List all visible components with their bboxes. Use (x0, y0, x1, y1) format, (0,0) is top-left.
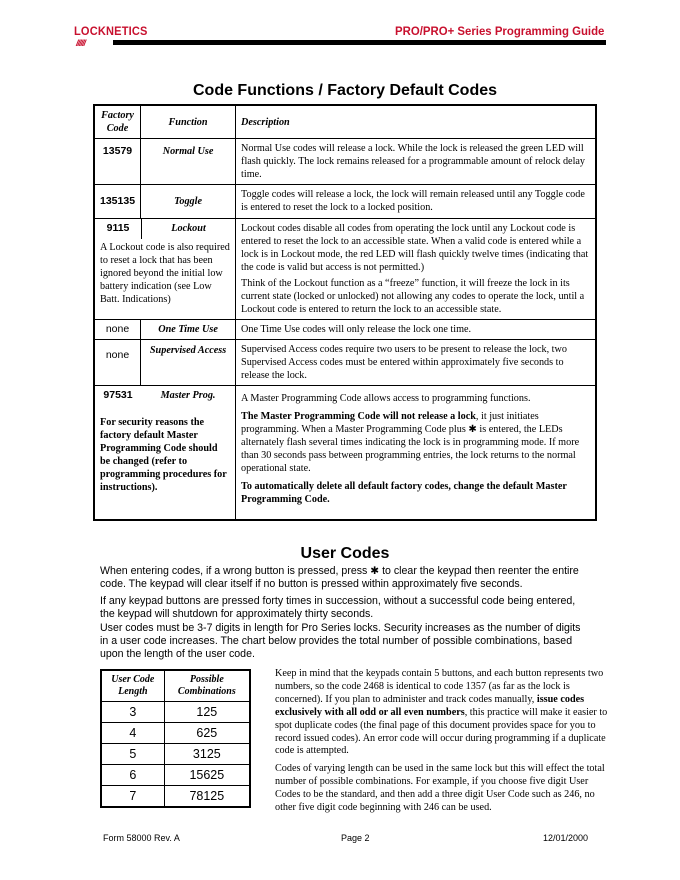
function-cell: Master Prog. (160, 390, 216, 401)
function-cell: Toggle (141, 185, 236, 219)
header-factory-code: Factory Code (94, 105, 141, 139)
table-row (101, 702, 250, 723)
function-cell: Normal Use (141, 139, 236, 185)
function-cell: Supervised Access (141, 340, 236, 386)
code-functions-title: Code Functions / Factory Default Codes (192, 82, 498, 99)
footer-date: 12/01/2000 (543, 833, 589, 843)
side-text (275, 668, 610, 820)
description-rest: , it just initiates programming. When a Master Programming Code plus ✱ is entered, the LEDs alternately flash several times indicating the lock is in programming mode. If more than 30 seconds pass between programming entries, the lock returns to the normal operational state. (241, 411, 580, 474)
description-cell (236, 185, 596, 219)
description-text: Think of the Lockout function as a “freeze” function, it will freeze the lock in its current state (locked or unlocked) not allowing any codes to operate the lock, until a Lockout code is entered to return the lock to an accessible state. (241, 278, 585, 315)
header-description: Description (236, 105, 596, 139)
footer-form: Form 58000 Rev. A (103, 833, 180, 843)
logo-slashes: ////// (76, 38, 86, 48)
code-cell: 97531 (103, 389, 133, 401)
combos-cell: 3125 (164, 744, 250, 765)
length-cell: 4 (101, 723, 164, 744)
description-cell (236, 219, 596, 320)
lockout-note: A Lockout code is also required to reset a lock that has been ignored beyond the initial low battery indication (see Low Batt. Indications) (100, 242, 230, 305)
user-codes-title: User Codes (300, 545, 390, 562)
side-paragraph: Codes of varying length can be used in the same lock but this will effect the total number of possible combinations. For example, if you choose five digit User Codes to be the standard, and then add a three digit User Code such as 246, no other five digit code beginning with 246 can be used. (275, 763, 605, 814)
company-logo: LOCKNETICS (74, 24, 148, 38)
header-user-code-length: User Code Length (101, 670, 164, 702)
description-text (241, 480, 590, 506)
description-cell (236, 320, 596, 340)
combos-cell: 78125 (164, 786, 250, 808)
side-text-part: , this practice will make it easier to spot duplicate codes (the final page of this document provides space for you to record issued codes). An error code will occur during programming if a duplicate code is attempted. (275, 706, 608, 757)
function-cell: One Time Use (141, 320, 236, 340)
paragraph: User codes must be 3-7 digits in length for Pro Series locks. Security increases as the number of digits in a user code increases. The chart below provides the total number of possible combinations, based upon the length of the user code. (100, 622, 581, 660)
description-bold: The Master Programming Code will not release a lock (241, 411, 476, 422)
table-row (94, 320, 596, 340)
paragraph: When entering codes, if a wrong button is pressed, press ✱ to clear the keypad then reenter the entire code. The keypad will clear itself if no button is pressed within approximately five seconds. (100, 565, 579, 590)
table-row (101, 765, 250, 786)
length-cell: 6 (101, 765, 164, 786)
table-row (94, 219, 596, 320)
header-function: Function (141, 105, 236, 139)
master-code-cell (94, 386, 236, 520)
description-text: Lockout codes disable all codes from operating the lock until any Lockout code is entered to reset the lock to an accessible state. When a valid code is entered while a lock is in Lockout mode, the red LED will flash quickly twelve times (indicating that the code is valid but access is not permitted.) (241, 223, 589, 273)
description-cell (236, 139, 596, 185)
table-row (94, 340, 596, 386)
table-header-row (101, 670, 250, 702)
header-possible-combinations: Possible Combinations (164, 670, 250, 702)
description-text: One Time Use codes will only release the lock one time. (241, 324, 472, 335)
combos-cell: 625 (164, 723, 250, 744)
length-cell: 7 (101, 786, 164, 808)
master-code-note: For security reasons the factory default Master Programming Code should be changed (refer to programming procedures for instructions). (100, 417, 227, 493)
side-text-part: Keep in mind that the keypads contain 5 buttons, and each button represents two numbers, so the code 2468 is identical to code 1357 (as far as the lock is concerned). If you plan to administer and track codes manually, (275, 668, 604, 705)
description-text: Supervised Access codes require two users to be present to release the lock, two Supervised Access codes must be entered within approximately five seconds to release the lock. (241, 344, 567, 381)
table-row (101, 744, 250, 765)
code-cell: 13579 (94, 139, 141, 185)
length-cell: 3 (101, 702, 164, 723)
code-functions-table (93, 104, 597, 521)
table-row (94, 139, 596, 185)
function-cell: Lockout (171, 223, 206, 234)
length-cell: 5 (101, 744, 164, 765)
description-text: A Master Programming Code allows access to programming functions. (241, 393, 531, 404)
code-cell: none (94, 340, 141, 386)
code-length-table (100, 669, 251, 808)
table-row (101, 786, 250, 808)
description-text: Normal Use codes will release a lock. While the lock is released the green LED will flash quickly. The lock remains released for a programmable amount of relock delay time. (241, 143, 586, 180)
table-row (101, 723, 250, 744)
description-bold: To automatically delete all default factory codes, change the default Master Programming Code. (241, 481, 567, 505)
description-text (241, 410, 590, 475)
side-paragraph (275, 668, 610, 758)
table-row (94, 386, 596, 520)
combos-cell: 15625 (164, 765, 250, 786)
code-cell: 135135 (94, 185, 141, 219)
side-text-bold: issue codes exclusively with all odd or all even numbers (275, 693, 585, 718)
description-cell (236, 340, 596, 386)
header-rule (113, 40, 606, 45)
code-cell: none (94, 320, 141, 340)
footer-page: Page 2 (341, 833, 370, 843)
lockout-code-cell (94, 219, 236, 320)
table-header-row (94, 105, 596, 139)
description-cell (236, 386, 596, 520)
guide-title: PRO/PRO+ Series Programming Guide (394, 24, 604, 38)
combos-cell: 125 (164, 702, 250, 723)
description-text: Toggle codes will release a lock, the lock will remain released until any Toggle code is entered to reset the lock to a locked position. (241, 189, 585, 213)
code-cell: 9115 (95, 219, 142, 239)
paragraph: If any keypad buttons are pressed forty times in succession, without a successful code being entered, the keypad will shutdown for approximately thirty seconds. (100, 595, 576, 620)
table-row (94, 185, 596, 219)
